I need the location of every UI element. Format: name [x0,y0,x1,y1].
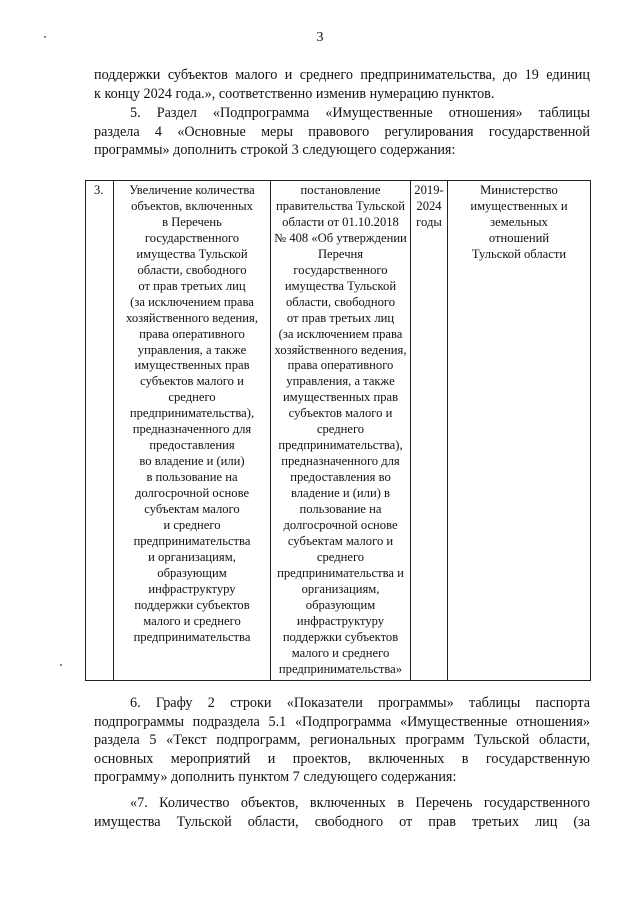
document-line: малого и среднего [291,645,390,660]
text-line: программу» дополнить пунктом 7 следующего содержания: [94,769,457,786]
document-line: долгосрочной основе [283,518,398,533]
cell-document [271,181,411,681]
document-line: владение и (или) в [290,486,390,501]
responsible-line: имущественных и [470,198,568,213]
document-line: № 408 «Об утверждении [274,230,407,245]
text-line: программы» дополнить строкой 3 следующего содержания: [94,142,456,159]
document-line: государственного [293,262,388,277]
document-line: среднего [316,549,365,564]
document-line: правительства Тульской [276,198,405,213]
measure-line: от прав третьих лиц [138,278,246,293]
measure-line: имущества Тульской [136,246,248,261]
measure-line: и организациям, [148,549,236,564]
measure-line: в Перечень [162,214,222,229]
measure-line: субъектов малого и [140,374,244,389]
measure-line: права оперативного [139,326,245,341]
scan-speck [44,36,46,38]
document-line: Перечня [317,246,364,261]
measure-line: хозяйственного ведения, [126,310,258,325]
document-line: имущества Тульской [284,278,397,293]
measure-line: образующим [157,565,227,580]
measure-line: долгосрочной основе [134,486,250,501]
years-line: годы [416,214,442,229]
text-line: 5. Раздел «Подпрограмма «Имущественные отношения» таблицы [130,105,590,121]
paragraph-6 [94,694,590,787]
amendment-table [85,180,591,681]
measure-text [116,183,268,646]
document-line: организациям, [301,581,380,596]
years-text [413,183,445,231]
measure-line: имущественных прав [134,358,250,373]
measure-line: среднего [168,390,216,405]
text-line: раздела 5 «Текст подпрограмм, региональных программ Тульской области, [94,732,590,749]
cell-row-number [86,181,114,681]
paragraph-5 [94,104,590,160]
table-row [86,181,591,681]
measure-line: во владение и (или) [139,454,245,469]
measure-line: в пользование на [146,470,238,485]
text-line: основных мероприятий и проектов, включенных в государственную [94,750,590,767]
paragraph-7 [94,794,590,831]
document-line: предназначенного для [281,454,400,469]
cell-years [411,181,448,681]
document-line: (за исключением права [278,326,403,341]
measure-line: и среднего [163,518,221,533]
measure-line: предпринимательства [133,629,251,644]
document-text [273,183,408,678]
cell-responsible [448,181,591,681]
text-line: раздела 4 «Основные меры правового регулирования государственной [94,123,590,140]
responsible-text [450,183,588,263]
cell-measure [114,181,271,681]
years-line: 2024 [416,198,442,213]
paragraph-continuation [94,66,590,103]
measure-line: (за исключением права [130,294,254,309]
text-line: 6. Графу 2 строки «Показатели программы» таблицы паспорта [130,695,590,711]
measure-line: малого и среднего [143,613,241,628]
document-line: субъектов малого и [288,406,393,421]
document-line: области, свободного [285,294,396,309]
measure-line: государственного [144,230,240,245]
measure-line: предпринимательства [133,533,251,548]
document-line: предпринимательства), [278,438,403,453]
responsible-line: отношений [488,230,550,245]
text-line: поддержки субъектов малого и среднего предпринимательства, до 19 единиц [94,67,590,83]
document-line: среднего [316,422,365,437]
page-number: 3 [316,30,324,45]
text-line: подпрограммы подраздела 5.1 «Подпрограмма «Имущественные отношения» [94,713,590,730]
responsible-line: земельных [490,214,548,229]
responsible-line: Министерство [480,183,558,197]
measure-line: объектов, включенных [131,198,253,213]
document-line: от прав третьих лиц [286,310,395,325]
document-line: управления, а также [286,374,395,389]
document-line: предоставления во [290,470,391,485]
measure-line: предпринимательства), [129,406,255,421]
years-line: 2019- [414,183,444,197]
measure-line: субъектам малого [144,502,240,517]
measure-line: предназначенного для [132,422,252,437]
text-line: «7. Количество объектов, включенных в Перечень государственного [130,795,590,811]
document-line: поддержки субъектов [282,629,399,644]
document-line: субъектам малого и [287,533,394,548]
document-line: хозяйственного ведения, [274,342,407,357]
responsible-line: Тульской области [471,246,567,261]
document-line: предпринимательства и [277,565,404,580]
document-line: образующим [305,597,376,612]
row-number: 3. [94,183,104,197]
document-line: инфраструктуру [296,613,385,628]
text-line: имущества Тульской области, свободного от прав третьих лиц (за [94,813,590,830]
document-line: постановление [300,183,381,197]
document-line: предпринимательства» [278,661,403,676]
measure-line: инфраструктуру [148,581,236,596]
document-line: права оперативного [287,358,394,373]
measure-line: предоставления [149,438,235,453]
measure-line: поддержки субъектов [134,597,250,612]
measure-line: Увеличение количества [129,183,255,197]
measure-line: управления, а также [137,342,247,357]
document-line: имущественных прав [282,390,399,405]
scan-speck [60,664,62,666]
document-line: пользование на [299,502,382,517]
document-line: области от 01.10.2018 [282,214,399,229]
text-line: к концу 2024 года.», соответственно изменив нумерацию пунктов. [94,85,495,102]
measure-line: области, свободного [137,262,247,277]
